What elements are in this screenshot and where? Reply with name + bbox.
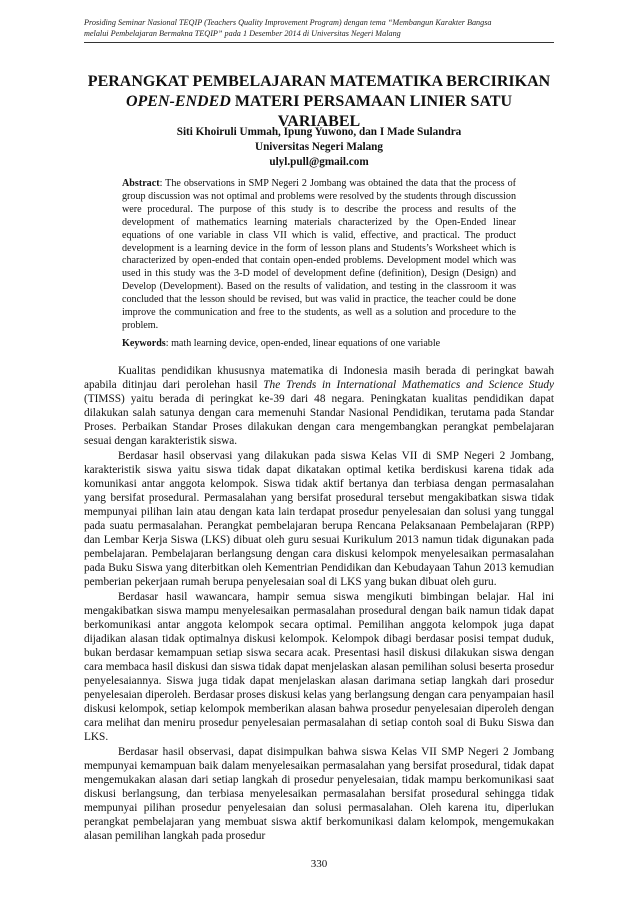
running-header-line-2: melalui Pembelajaran Bermakna TEQIP” pada 1 Desember 2014 di Universitas Negeri Malang bbox=[84, 29, 401, 38]
page-number: 330 bbox=[310, 858, 328, 870]
paragraph-4: Berdasar hasil observasi, dapat disimpulkan bahwa siswa Kelas VII SMP Negeri 2 Jombang mempunyai kemampuan baik dalam menyelesaikan permasalahan yang bersifat prosedural, tidak dapat mengemukakan alasan dari setiap langkah di prosedur penyelesaian, tidak mampu berkomunikasi saat diskusi berlangsung, dan terbiasa menyelesaikan permasalahan bersifat prosedural sehingga tidak mempunyai pilihan prosedur penyelesaian dan solusi permasalahan. Oleh karena itu, diperlukan perangkat pembelajaran yang membuat siswa aktif berkomunikasi dalam kelompok, mengemukakan alasan pemilihan langkah pada prosedur bbox=[84, 745, 554, 843]
running-header bbox=[84, 17, 564, 39]
paragraph-2: Berdasar hasil observasi yang dilakukan pada siswa Kelas VII di SMP Negeri 2 Jombang, karakteristik siswa yaitu siswa tidak dapat dikatakan optimal ketika berdiskusi karena tidak ada komunikasi antar anggota kelompok. Siswa tidak aktif bertanya dan terbiasa dengan permasalahan yang bersifat prosedural. Permasalahan yang bersifat prosedural tersebut mengakibatkan siswa tidak mempunyai pilihan lain atau dengan kata lain terdapat prosedur penyelesaian dan solusi yang tunggal pada suatu permasalahan. Perangkat pembelajaran berupa Rencana Pelaksanaan Pembelajaran (RPP) dan Lembar Kerja Siswa (LKS) dibuat oleh guru sesuai Kurikulum 2013 namun tidak digunakan pada pembelajaran. Pembelajaran berlangsung dengan cara diskusi kelompok menyelesaikan permasalahan pada Buku Siswa yang diterbitkan oleh Kementrian Pendidikan dan Kebudayaan Tahun 2013 kemudian pemberian pekerjaan rumah berupa penyelesaian soal di LKS yang bukan dibuat oleh guru. bbox=[84, 449, 554, 589]
timss-title: The Trends in International Mathematics and Science Study bbox=[263, 379, 555, 392]
keywords bbox=[122, 337, 516, 350]
author-block bbox=[84, 125, 554, 170]
header-divider bbox=[84, 42, 554, 43]
paragraph-1 bbox=[84, 364, 554, 449]
paper-title bbox=[84, 72, 554, 132]
abstract-label: Abstract bbox=[122, 178, 160, 189]
body-text bbox=[84, 364, 554, 843]
abstract bbox=[122, 178, 516, 333]
paragraph-1-part-a: Kualitas pendidikan khususnya matematika di Indonesia masih berada di peringkat bawah apabila ditinjau dari perolehan hasil bbox=[84, 365, 554, 392]
author-affiliation: Universitas Negeri Malang bbox=[254, 141, 383, 153]
running-header-line-1: Prosiding Seminar Nasional TEQIP (Teachers Quality Improvement Program) dengan tema “Membangun Karakter Bangsa bbox=[84, 18, 492, 27]
paragraph-3: Berdasar hasil wawancara, hampir semua siswa mengikuti bimbingan belajar. Hal ini mengakibatkan siswa mampu menyelesaikan permasalahan prosedural dengan baik namun tidak dapat berkomunikasi antar anggota kelompok secara optimal. Pemilihan anggota kelompok juga dapat dijadikan alasan tidak optimalnya diskusi kelompok. Kelompok dibagi berdasar posisi tempat duduk, bukan berdasar kemampuan setiap siswa secara acak. Presentasi hasil diskusi dilakukan siswa dengan cara membaca hasil diskusi dan siswa tidak dapat menjelaskan alasan pemilihan solusi beserta prosedur penyelesaiannya. Siswa juga tidak dapat menjelaskan alasan darimana setiap langkah dari prosedur penyelesaian diperoleh. Berdasar proses diskusi kelas yang berlangsung dengan cara penyampaian hasil diskusi kelompok, setiap kelompok memberikan alasan bahwa prosedur penyelesaian diperoleh dengan cara melihat dan meniru prosedur penyelesaian permasalahan di setiap contoh soal di Buku Siswa dan LKS. bbox=[84, 590, 554, 744]
paragraph-1-part-b: (TIMSS) yaitu berada di peringkat ke-39 dari 48 negara. Peningkatan kualitas pendidikan dapat dilakukan salah satunya dengan cara memenuhi Standar Nasional Pendidikan, terutama pada Standar Proses. Perbaikan Standar Proses dilakukan dengan cara mengembangkan perangkat pembelajaran sesuai dengan karakteristik siswa. bbox=[84, 393, 554, 448]
author-email: ulyl.pull@gmail.com bbox=[269, 156, 369, 168]
title-italic-term: OPEN-ENDED bbox=[125, 93, 231, 110]
author-names: Siti Khoiruli Ummah, Ipung Yuwono, dan I Made Sulandra bbox=[176, 126, 462, 138]
abstract-text: : The observations in SMP Negeri 2 Jombang was obtained the data that the process of group discussion was not optimal and problems were resolved by the students through discussion were procedural. The purpose of this study is to describe the process and results of the development of mathematics learning materials characterized by the Open-Ended linear equations of one variable in class VII which is valid, effective, and practical. The product development is a learning device in the form of lesson plans and Students’s Worksheet which is characterized by open-ended that contain open-ended problems. Development model which was used in this study was the 3-D model of development define (definition), Design (Design) and Develop (Development). Based on the results of validation, and testing in the classroom it was concluded that the lesson should be revised, but was valid in practice, the teacher could be done improve the communication and free to the students, as well as a solution and procedure to the problem. bbox=[122, 178, 516, 331]
title-line-1: PERANGKAT PEMBELAJARAN MATEMATIKA BERCIRIKAN bbox=[87, 73, 551, 90]
keywords-text: : math learning device, open-ended, linear equations of one variable bbox=[165, 338, 441, 349]
title-line-2-rest: MATERI PERSAMAAN LINIER SATU VARIABEL bbox=[230, 93, 513, 130]
keywords-label: Keywords bbox=[122, 338, 166, 349]
